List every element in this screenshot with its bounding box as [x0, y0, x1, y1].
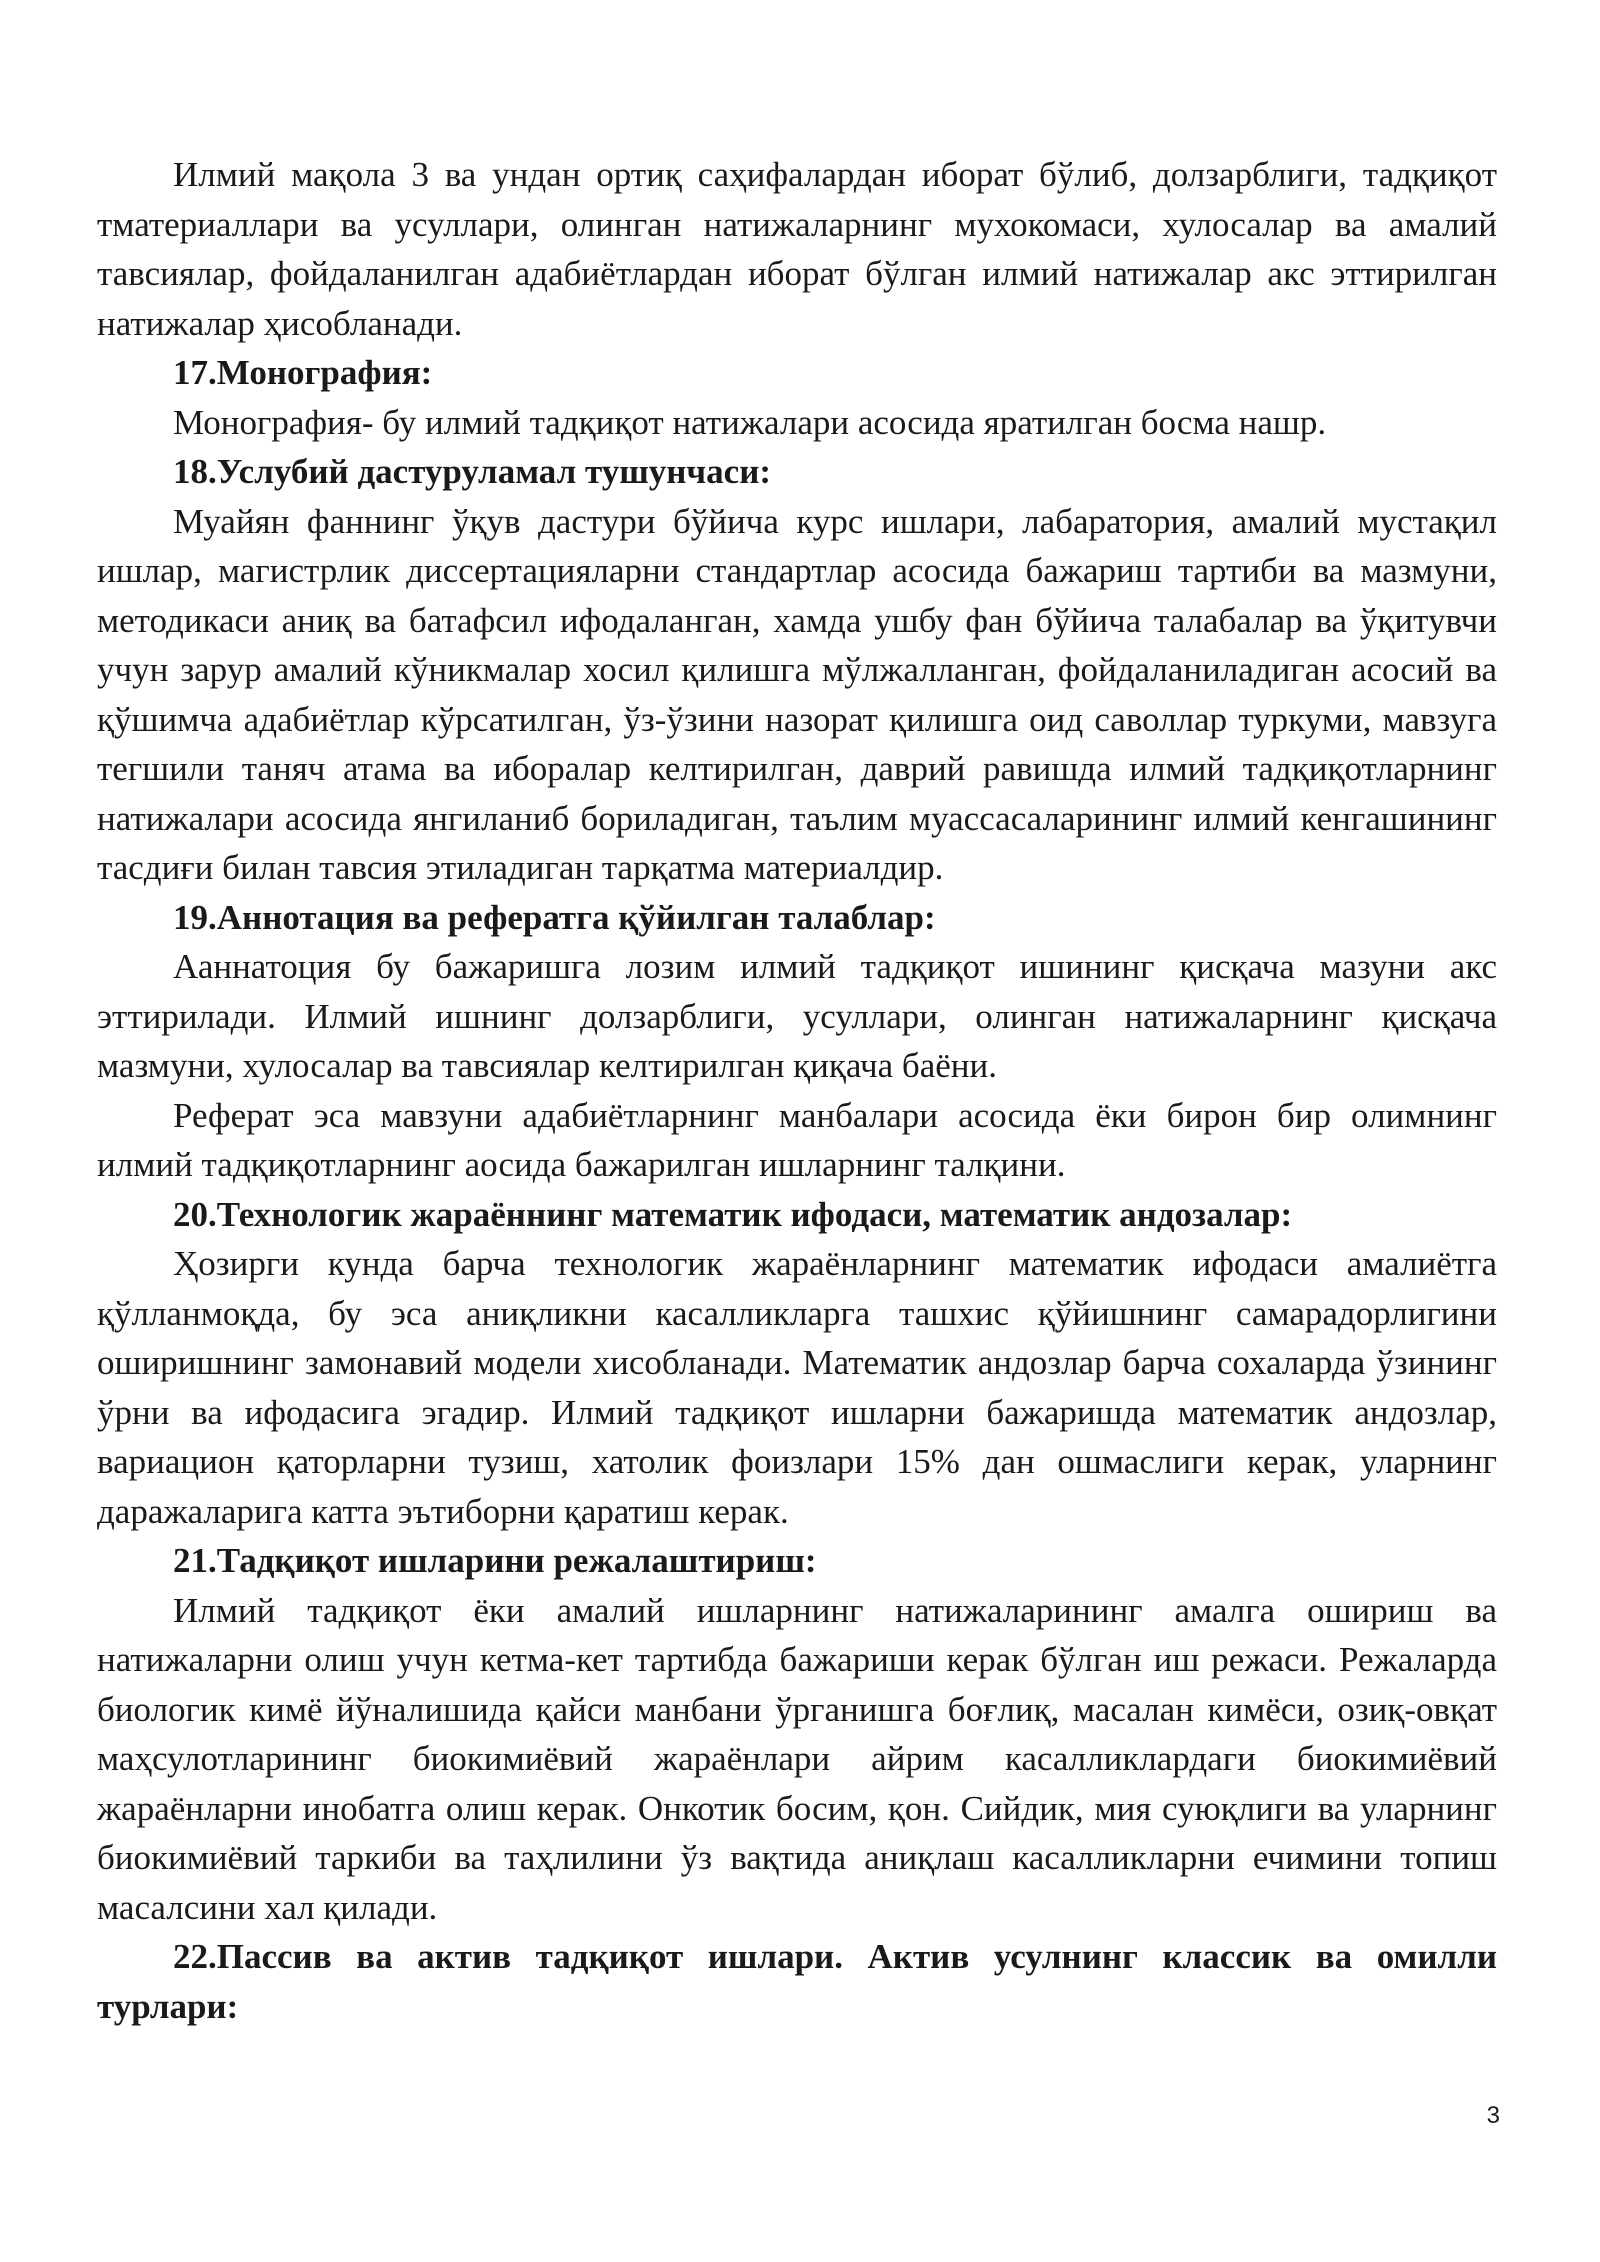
heading-annotation-abstract: 19.Аннотация ва рефератга қўйилган талаблар: [173, 897, 936, 937]
heading-passive-active-research: 22.Пассив ва актив тадқиқот ишлари. Актив усулнинг классик ва омилли турлари: [97, 1937, 1497, 2026]
paragraph-math-models: Ҳозирги кунда барча технологик жараёнларнинг математик ифодаси амалиётга қўлланмоқда, бу эса аниқликни касалликларга ташхис қўйишнинг самарадорлигини оширишнинг замонавий модели хисобланади. Математик андозлар барча сохаларда ўзининг ўрни ва ифодасига эгадир. Илмий тадқиқот ишларни бажаришда математик андозлар, вариацион қаторларни тузиш, хатолик фоизлари 15% дан ошмаслиги керак, уларнинг даражаларига катта эътиборни қаратиш керак. [97, 1244, 1497, 1531]
heading-research-planning: 21.Тадқиқот ишларини режалаштириш: [173, 1541, 817, 1580]
paragraph-methodical-guide: Муайян фаннинг ўқув дастури бўйича курс ишлари, лабаратория, амалий мустақил ишлар, магистрлик диссертацияларни стандартлар асосида бажариш тартиби ва мазмуни, методикаси аниқ ва батафсил ифодаланган, хамда ушбу фан бўйича талабалар ва ўқитувчи учун зарур амалий кўникмалар хосил қилишга мўлжалланган, фойдаланиладиган асосий ва қўшимча адабиётлар кўрсатилган, ўз-ўзини назорат қилишга оид саволлар туркуми, мавзуга тегшили таняч атама ва иборалар келтирилган, даврий равишда илмий тадқиқотларнинг натижалари асосида янгиланиб бориладиган, таълим муассасаларининг илмий кенгашининг тасдиғи билан тавсия этиладиган тарқатма материалдир. [97, 501, 1497, 887]
paragraph-abstract: Реферат эса мавзуни адабиётларнинг манбалари асосида ёки бирон бир олимнинг илмий тадқиқотларнинг аосида бажарилган ишларнинг талқини. [97, 1095, 1497, 1184]
paragraph-annotation: Ааннатоция бу бажаришга лозим илмий тадқиқот ишининг қисқача мазуни акс эттирилади. Илмий ишнинг долзарблиги, усуллари, олинган натижаларнинг қисқача мазмуни, хулосалар ва тавсиялар келтирилган қиқача баёни. [97, 947, 1497, 1085]
document-body [97, 150, 1497, 2031]
heading-math-models: 20.Технологик жараённинг математик ифодаси, математик андозалар: [173, 1194, 1293, 1234]
heading-monograph: 17.Монография: [173, 353, 433, 392]
heading-methodical-guide: 18.Услубий дастуруламал тушунчаси: [173, 452, 772, 491]
paragraph-monograph: Монография- бу илмий тадқиқот натижалари асосида яратилган босма нашр. [173, 402, 1327, 442]
paragraph-article-definition: Илмий мақола 3 ва ундан ортиқ саҳифалардан иборат бўлиб, долзарблиги, тадқиқот тматериаллари ва усуллари, олинган натижаларнинг мухокомаси, хулосалар ва амалий тавсиялар, фойдаланилган адабиётлардан иборат бўлган илмий натижалар акс эттирилган натижалар ҳисобланади. [97, 155, 1497, 343]
paragraph-research-planning: Илмий тадқиқот ёки амалий ишларнинг натижаларининг амалга ошириш ва натижаларни олиш учун кетма-кет тартибда бажариши керак бўлган иш режаси. Режаларда биологик кимё йўналишида қайси манбани ўрганишга боғлиқ, масалан кимёси, озиқ-овқат маҳсулотларининг биокимиёвий жараёнлари айрим касалликлардаги биокимиёвий жараёнларни инобатга олиш керак. Онкотик босим, қон. Сийдик, мия суюқлиги ва уларнинг биокимиёвий таркиби ва таҳлилини ўз вақтида аниқлаш касалликларни ечимини топиш масалсини хал қилади. [97, 1590, 1497, 1927]
page-number: 3 [1486, 2102, 1500, 2129]
